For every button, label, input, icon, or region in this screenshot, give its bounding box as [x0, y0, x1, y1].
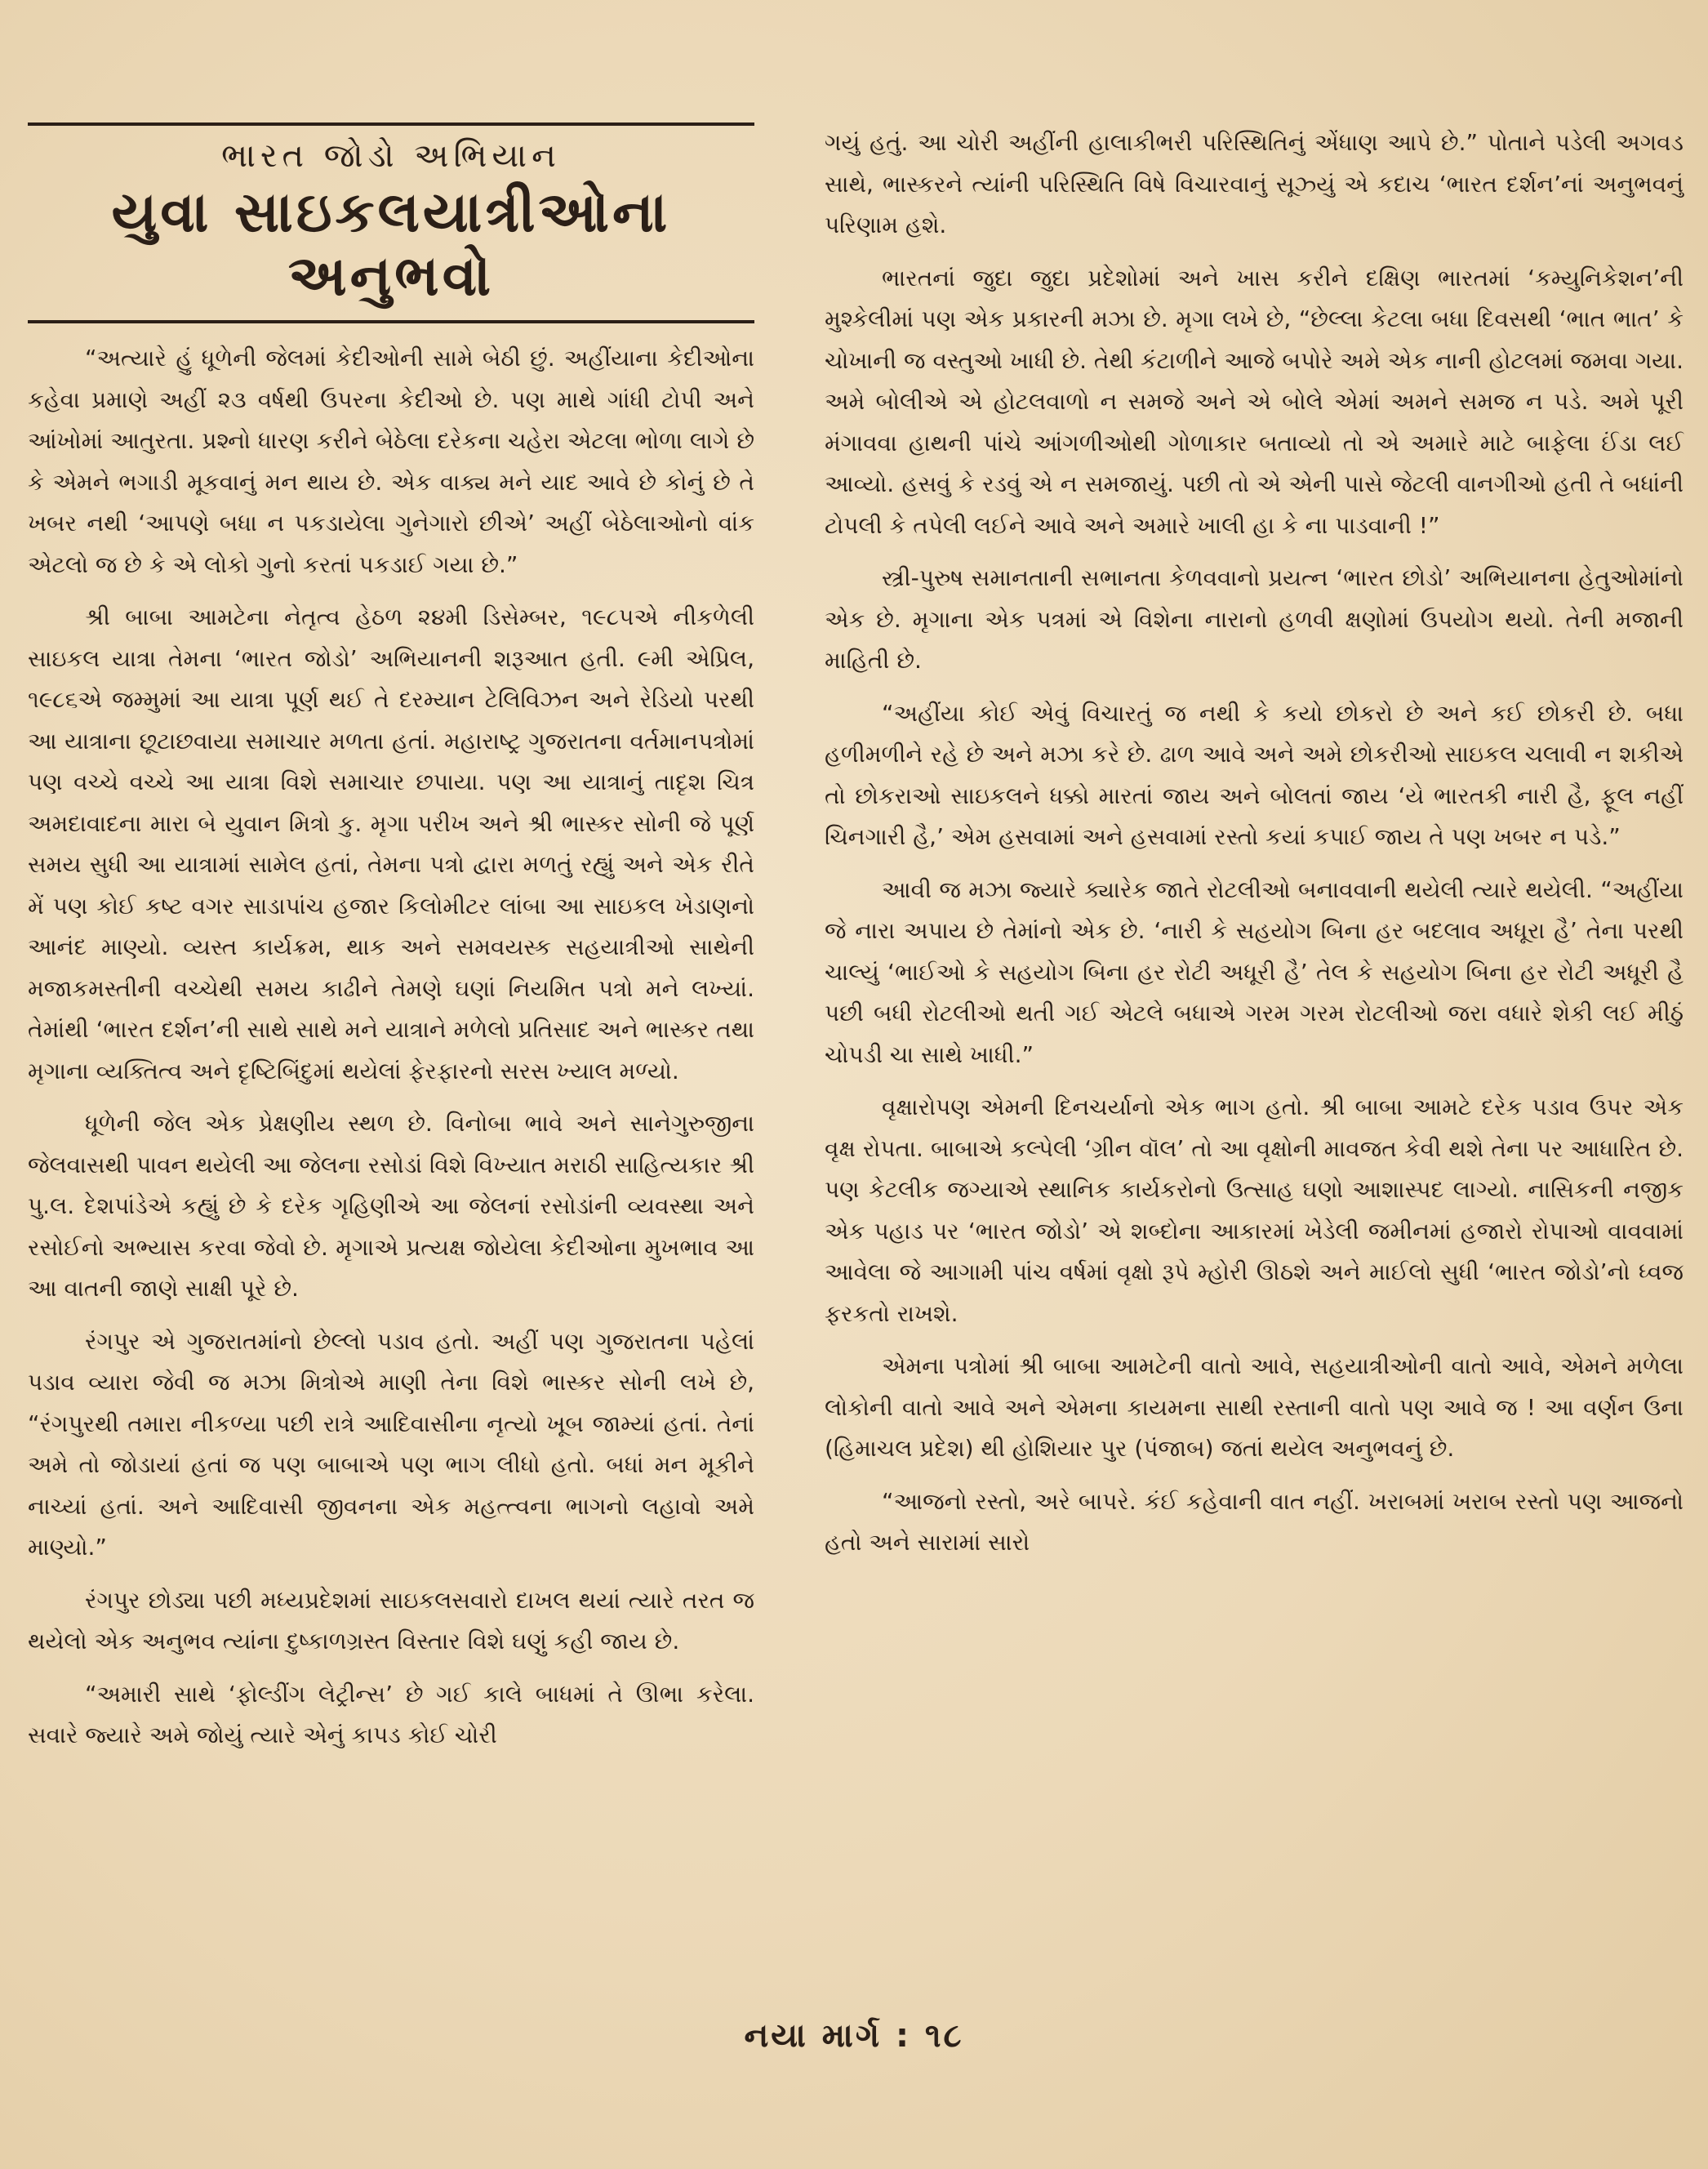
- left-paragraph-3: ધૂળેની જેલ એક પ્રેક્ષણીય સ્થળ છે. વિનોબા ભાવે અને સાનેગુરુજીના જેલવાસથી પાવન થયેલી આ જેલના રસોડાં વિશે વિખ્યાત મરાઠી સાહિત્યકાર શ્રી પુ.લ. દેશપાંડેએ કહ્યું છે કે દરેક ગૃહિણીએ આ જેલનાં રસોડાંની વ્યવસ્થા અને રસોઈનો અભ્યાસ કરવા જેવો છે. મૃગાએ પ્રત્યક્ષ જોયેલા કેદીઓના મુખભાવ આ આ વાતની જાણે સાક્ષી પૂરે છે.: [28, 1110, 754, 1303]
- article-kicker: ભારત જોડો અભિયાન: [221, 137, 561, 175]
- top-rule: [28, 122, 754, 126]
- right-paragraph-8: “આજનો રસ્તો, અરે બાપરે. કંઈ કહેવાની વાત નહીં. ખરાબમાં ખરાબ રસ્તો પણ આજનો હતો અને સારામાં સારો: [825, 1487, 1684, 1556]
- title-rule: [28, 320, 754, 323]
- right-paragraph-2: ભારતનાં જુદા જુદા પ્રદેશોમાં અને ખાસ કરીને દક્ષિણ ભારતમાં ‘કમ્યુનિકેશન’ની મુશ્કેલીમાં પણ એક પ્રકારની મઝા છે. મૃગા લખે છે, “છેલ્લા કેટલા બધા દિવસથી ‘ભાત ભાત’ કે ચોખાની જ વસ્તુઓ ખાધી છે. તેથી કંટાળીને આજે બપોરે અમે એક નાની હોટલમાં જમવા ગયા. અમે બોલીએ એ હોટલવાળો ન સમજે અને એ બોલે એમાં અમને સમજ ન પડે. અમે પૂરી મંગાવવા હાથની પાંચે આંગળીઓથી ગોળાકાર બતાવ્યો તો એ અમારે માટે બાફેલા ઈંડા લઈ આવ્યો. હસવું કે રડવું એ ન સમજાયું. પછી તો એ એની પાસે જેટલી વાનગીઓ હતી તે બધાંની ટોપલી કે તપેલી લઈને આવે અને અમારે ખાલી હા કે ના પાડવાની !”: [825, 264, 1684, 539]
- right-column: [825, 122, 1684, 1575]
- article-title: યુવા સાઇકલયાત્રીઓના અનુભવો: [111, 180, 671, 310]
- right-paragraph-4: “અહીંયા કોઈ એવું વિચારતું જ નથી કે કયો છોકરો છે અને કઈ છોકરી છે. બધા હળીમળીને રહે છે અને મઝા કરે છે. ઢાળ આવે અને અમે છોકરીઓ સાઇકલ ચલાવી ન શકીએ તો છોકરાઓ સાઇકલને ધક્કો મારતાં જાય અને બોલતાં જાય ‘યે ભારતકી નારી હૈ, ફૂલ નહીં ચિનગારી હૈ,’ એમ હસવામાં અને હસવામાં રસ્તો કયાં કપાઈ જાય તે પણ ખબર ન પડે.”: [825, 699, 1684, 850]
- page-footer: નયા માર્ગ : ૧૮: [744, 2017, 964, 2055]
- left-paragraph-5: રંગપુર છોડ્યા પછી મધ્યપ્રદેશમાં સાઇકલસવારો દાખલ થયાં ત્યારે તરત જ થયેલો એક અનુભવ ત્યાંના દુષ્કાળગ્રસ્ત વિસ્તાર વિશે ઘણું કહી જાય છે.: [28, 1586, 754, 1655]
- left-paragraph-6: “અમારી સાથે ‘ફોલ્ડીંગ લેટ્રીન્સ’ છે ગઈ કાલે બાધમાં તે ઊભા કરેલા. સવારે જ્યારે અમે જોયું ત્યારે એનું કાપડ કોઈ ચોરી: [28, 1680, 754, 1749]
- right-paragraph-1: ગયું હતું. આ ચોરી અહીંની હાલાકીભરી પરિસ્થિતિનું એંધાણ આપે છે.” પોતાને પડેલી અગવડ સાથે, ભાસ્કરને ત્યાંની પરિસ્થિતિ વિષે વિચારવાનું સૂઝ્યું એ કદાચ ‘ભારત દર્શન’નાં અનુભવનું પરિણામ હશે.: [825, 129, 1684, 238]
- left-paragraph-4: રંગપુર એ ગુજરાતમાંનો છેલ્લો પડાવ હતો. અહીં પણ ગુજરાતના પહેલાં પડાવ વ્યારા જેવી જ મઝા મિત્રોએ માણી તેના વિશે ભાસ્કર સોની લખે છે, “રંગપુરથી તમારા નીકળ્યા પછી રાત્રે આદિવાસીના નૃત્યો ખૂબ જામ્યાં હતાં. તેનાં અમે તો જોડાયાં હતાં જ પણ બાબાએ પણ ભાગ લીધો હતો. બધાં મન મૂકીને નાચ્યાં હતાં. અને આદિવાસી જીવનના એક મહત્ત્વના ભાગનો લહાવો અમે માણ્યો.”: [28, 1327, 754, 1561]
- left-paragraph-1: “અત્યારે હું ધૂળેની જેલમાં કેદીઓની સામે બેઠી છું. અહીંયાના કેદીઓના કહેવા પ્રમાણે અહીં ૨૩ વર્ષથી ઉપરના કેદીઓ છે. પણ માથે ગાંધી ટોપી અને આંખોમાં આતુરતા. પ્રશ્નો ધારણ કરીને બેઠેલા દરેકના ચહેરા એટલા ભોળા લાગે છે કે એમને ભગાડી મૂકવાનું મન થાય છે. એક વાક્ય મને યાદ આવે છે કોનું છે તે ખબર નથી ‘આપણે બધા ન પકડાયેલા ગુનેગારો છીએ’ અહીં બેઠેલાઓનો વાંક એટલો જ છે કે એ લોકો ગુનો કરતાં પકડાઈ ગયા છે.”: [28, 345, 754, 578]
- right-paragraph-5: આવી જ મઝા જ્યારે ક્યારેક જાતે રોટલીઓ બનાવવાની થયેલી ત્યારે થયેલી. “અહીંયા જે નારા અપાય છે તેમાંનો એક છે. ‘નારી કે સહયોગ બિના હર બદલાવ અધૂરા હૈ’ તેના પરથી ચાલ્યું ‘ભાઈઓ કે સહયોગ બિના હર રોટી અધૂરી હૈ’ તેલ કે સહયોગ બિના હર રોટી અધૂરી હૈ પછી બધી રોટલીઓ થતી ગઈ એટલે બધાએ ગરમ ગરમ રોટલીઓ જરા વધારે શેકી લઈ મીઠું ચોપડી ચા સાથે ખાધી.”: [825, 875, 1684, 1068]
- left-paragraph-2: શ્રી બાબા આમટેના નેતૃત્વ હેઠળ ૨૪મી ડિસેમ્બર, ૧૯૮૫એ નીકળેલી સાઇકલ યાત્રા તેમના ‘ભારત જોડો’ અભિયાનની શરૂઆત હતી. ૯મી એપ્રિલ, ૧૯૮૬એ જમ્મુમાં આ યાત્રા પૂર્ણ થઈ તે દરમ્યાન ટેલિવિઝન અને રેડિયો પરથી આ યાત્રાના છૂટાછવાયા સમાચાર મળતા હતાં. મહારાષ્ટ્ર ગુજરાતના વર્તમાનપત્રોમાં પણ વચ્ચે વચ્ચે આ યાત્રા વિશે સમાચાર છપાયા. પણ આ યાત્રાનું તાદૃશ ચિત્ર અમદાવાદના મારા બે યુવાન મિત્રો કુ. મૃગા પરીખ અને શ્રી ભાસ્કર સોની જે પૂર્ણ સમય સુધી આ યાત્રામાં સામેલ હતાં, તેમના પત્રો દ્વારા મળતું રહ્યું અને એક રીતે મેં પણ કોઈ કષ્ટ વગર સાડાપાંચ હજાર કિલોમીટર લાંબા આ સાઇકલ ખેડાણનો આનંદ માણ્યો. વ્યસ્ત કાર્યક્રમ, થાક અને સમવયસ્ક સહયાત્રીઓ સાથેની મજાકમસ્તીની વચ્ચેથી સમય કાઢીને તેમણે ઘણાં નિયમિત પત્રો મને લખ્યાં. તેમાંથી ‘ભારત દર્શન’ની સાથે સાથે મને યાત્રાને મળેલો પ્રતિસાદ અને ભાસ્કર તથા મૃગાના વ્યક્તિત્વ અને દૃષ્ટિબિંદુમાં થયેલાં ફેરફારનો સરસ ખ્યાલ મળ્યો.: [28, 603, 754, 1084]
- right-paragraph-6: વૃક્ષારોપણ એમની દિનચર્યાનો એક ભાગ હતો. શ્રી બાબા આમટે દરેક પડાવ ઉપર એક વૃક્ષ રોપતા. બાબાએ કલ્પેલી ‘ગ્રીન વૉલ’ તો આ વૃક્ષોની માવજત કેવી થશે તેના પર આધારિત છે. પણ કેટલીક જગ્યાએ સ્થાનિક કાર્યકરોનો ઉત્સાહ ઘણો આશાસ્પદ લાગ્યો. નાસિકની નજીક એક પહાડ પર ‘ભારત જોડો’ એ શબ્દોના આકારમાં ખેડેલી જમીનમાં હજારો રોપાઓ વાવવામાં આવેલા જે આગામી પાંચ વર્ષમાં વૃક્ષો રૂપે મ્હોરી ઊઠશે અને માઈલો સુધી ‘ભારત જોડો’નો ધ્વજ ફરકતો રાખશે.: [825, 1093, 1684, 1327]
- left-column: [28, 122, 754, 1768]
- right-paragraph-7: એમના પત્રોમાં શ્રી બાબા આમટેની વાતો આવે, સહયાત્રીઓની વાતો આવે, એમને મળેલા લોકોની વાતો આવે અને એમના કાયમના સાથી રસ્તાની વાતો પણ આવે જ ! આ વર્ણન ઉના (હિમાચલ પ્રદેશ) થી હોશિયાર પુર (પંજાબ) જતાં થયેલ અનુભવનું છે.: [825, 1352, 1684, 1462]
- right-paragraph-3: સ્ત્રી-પુરુષ સમાનતાની સભાનતા કેળવવાનો પ્રયત્ન ‘ભારત છોડો’ અભિયાનના હેતુઓમાંનો એક છે. મૃગાના એક પત્રમાં એ વિશેના નારાનો હળવી ક્ષણોમાં ઉપયોગ થયો. તેની મજાની માહિતી છે.: [825, 564, 1684, 674]
